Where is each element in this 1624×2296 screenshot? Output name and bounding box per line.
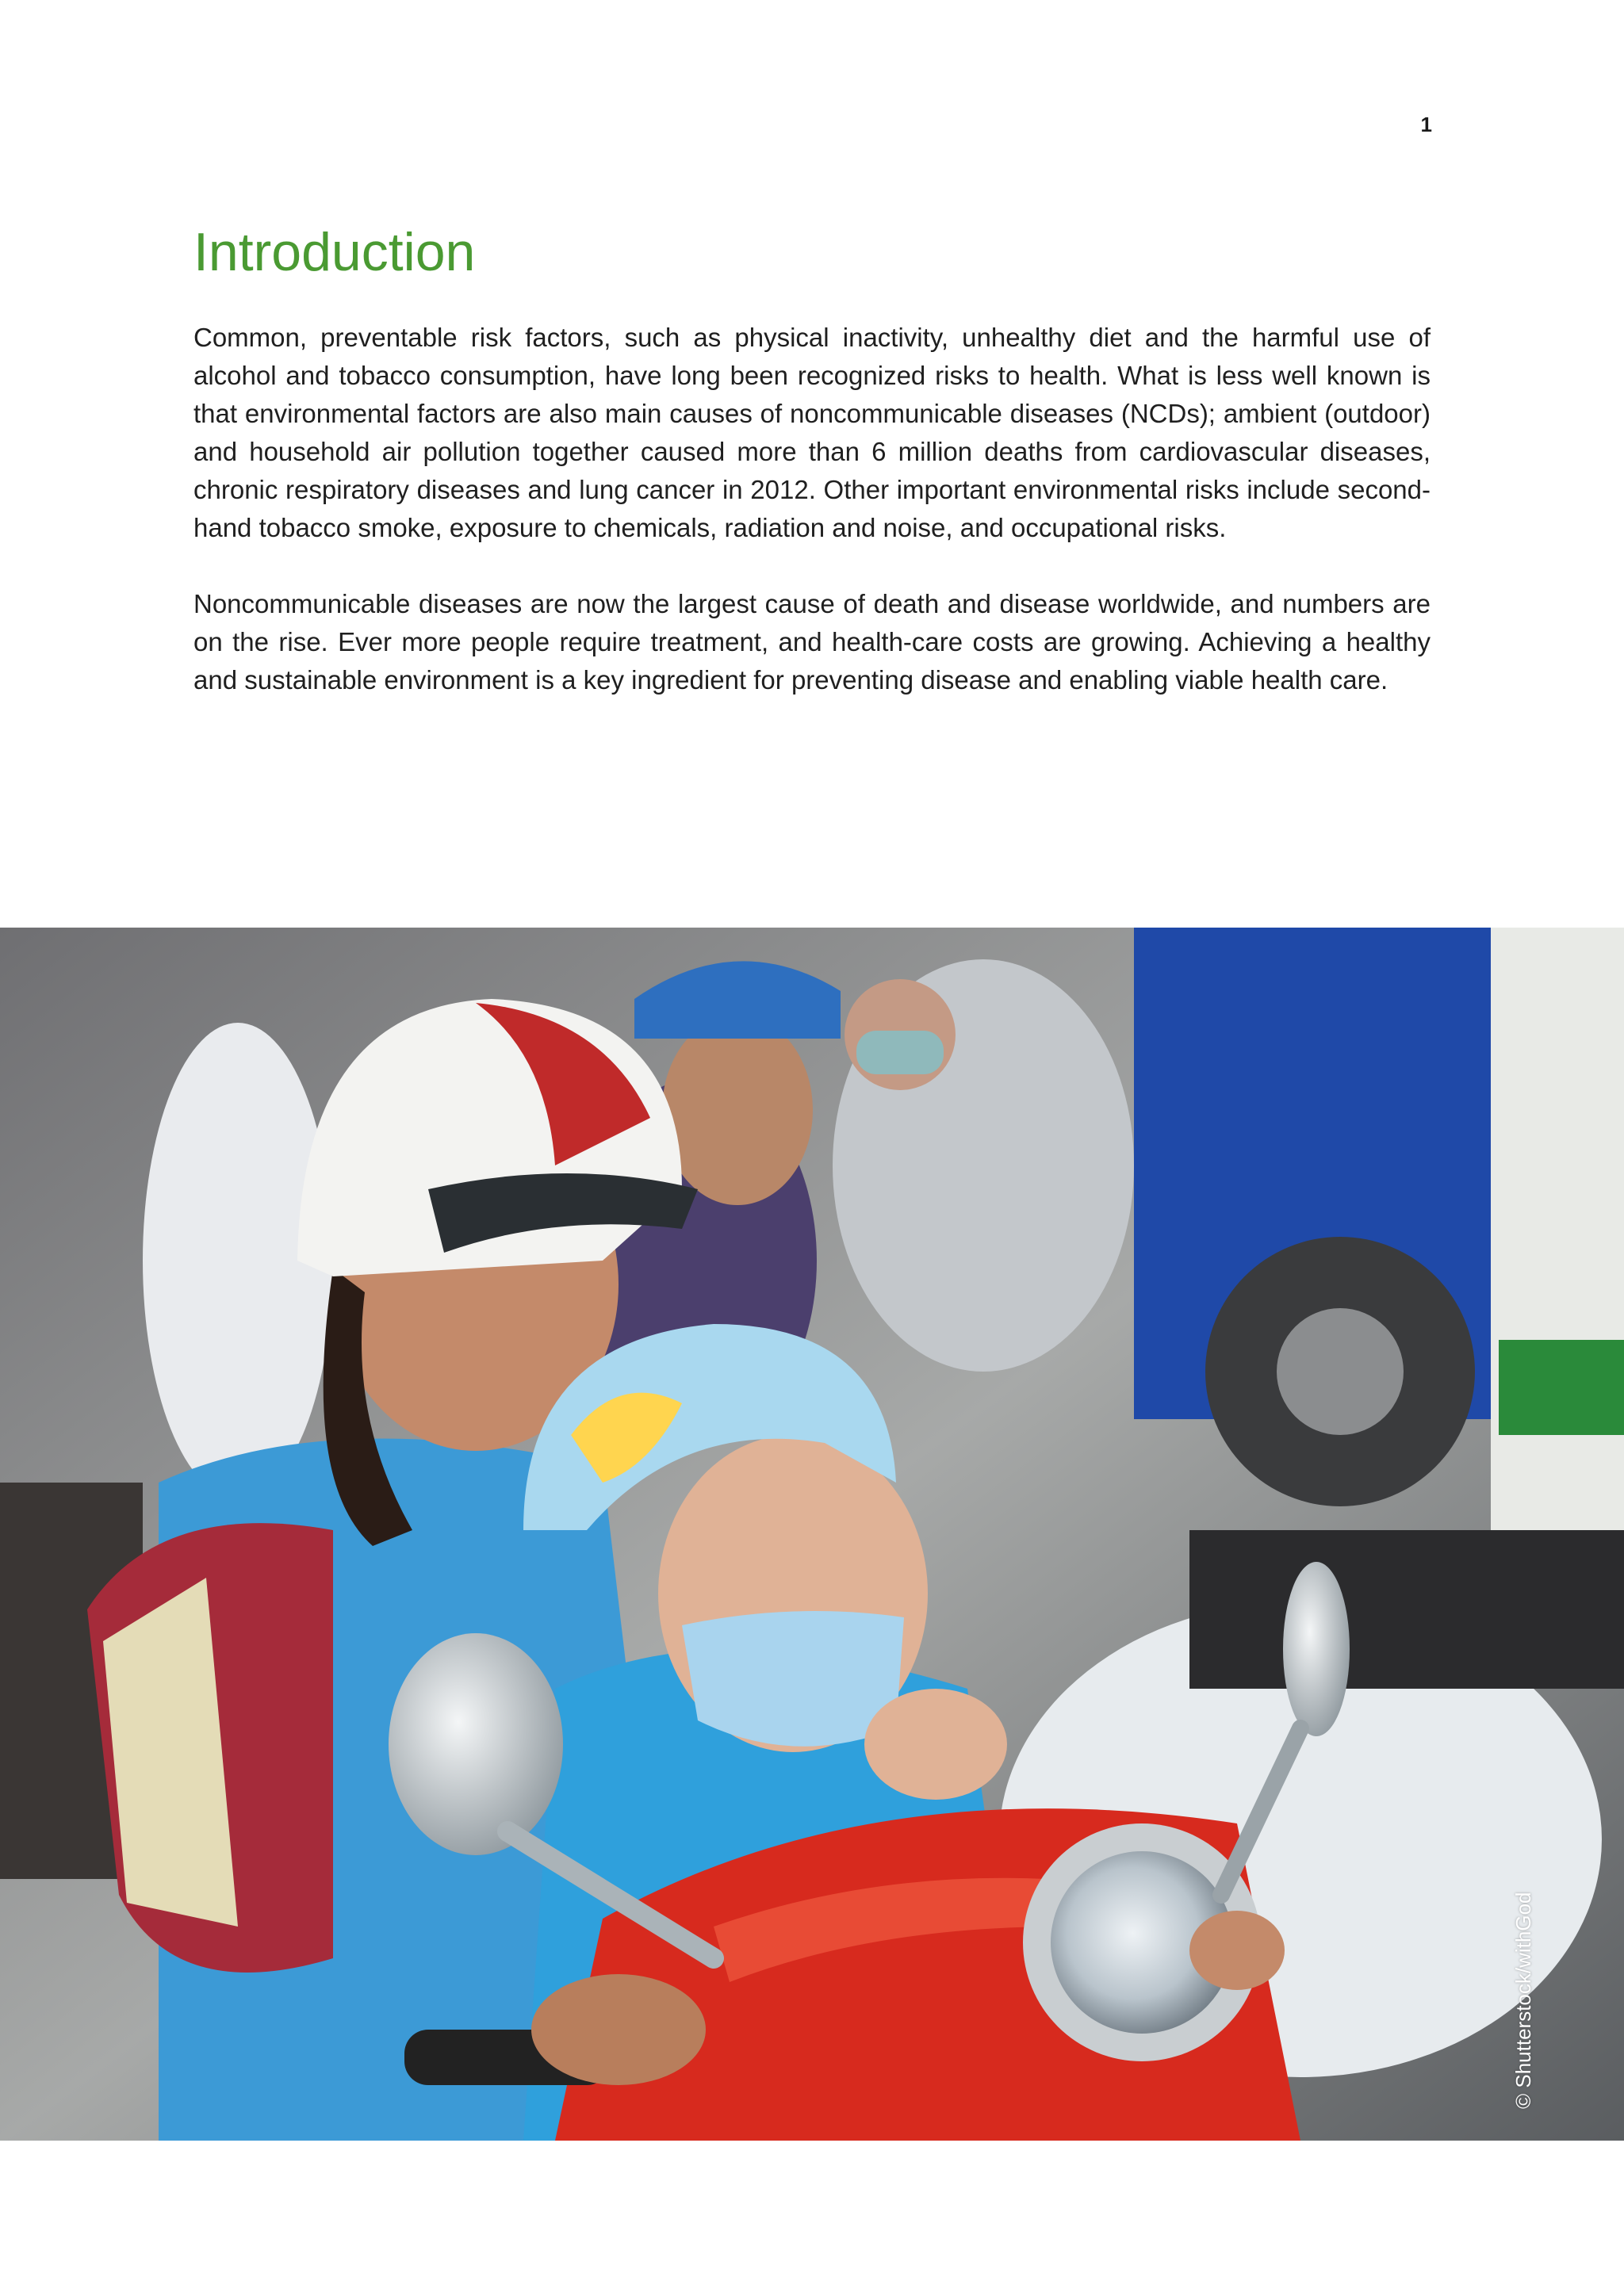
paragraph-2: Noncommunicable diseases are now the largest cause of death and disease worldwide, and numbers are on the rise. Ever more people require treatment, and health-care costs are growing. Achieving a healthy and sustainable environment is a key ingredient for preventing disease and enabling viable health care. [193, 589, 1431, 695]
page-number: 1 [1420, 113, 1432, 136]
paragraph-1: Common, preventable risk factors, such as physical inactivity, unhealthy diet and the harmful use of alcohol and tobacco consumption, have long been recognized risks to health. What is less well known is that environmental factors are also main causes of noncommunicable diseases (NCDs); ambient (outdoor) and household air pollution together caused more than 6 million deaths from cardiovascular diseases, chronic respiratory diseases and lung cancer in 2012. Other important environmental risks include second-hand tobacco smoke, exposure to chemicals, radiation and noise, and occupational risks. [193, 323, 1431, 542]
traffic-photo [0, 928, 1624, 2141]
photo-credit: © Shutterstock/withGod [1511, 1892, 1535, 2109]
body-text [193, 319, 1431, 737]
page-title: Introduction [193, 222, 476, 282]
photo-illustration [0, 928, 1624, 2141]
